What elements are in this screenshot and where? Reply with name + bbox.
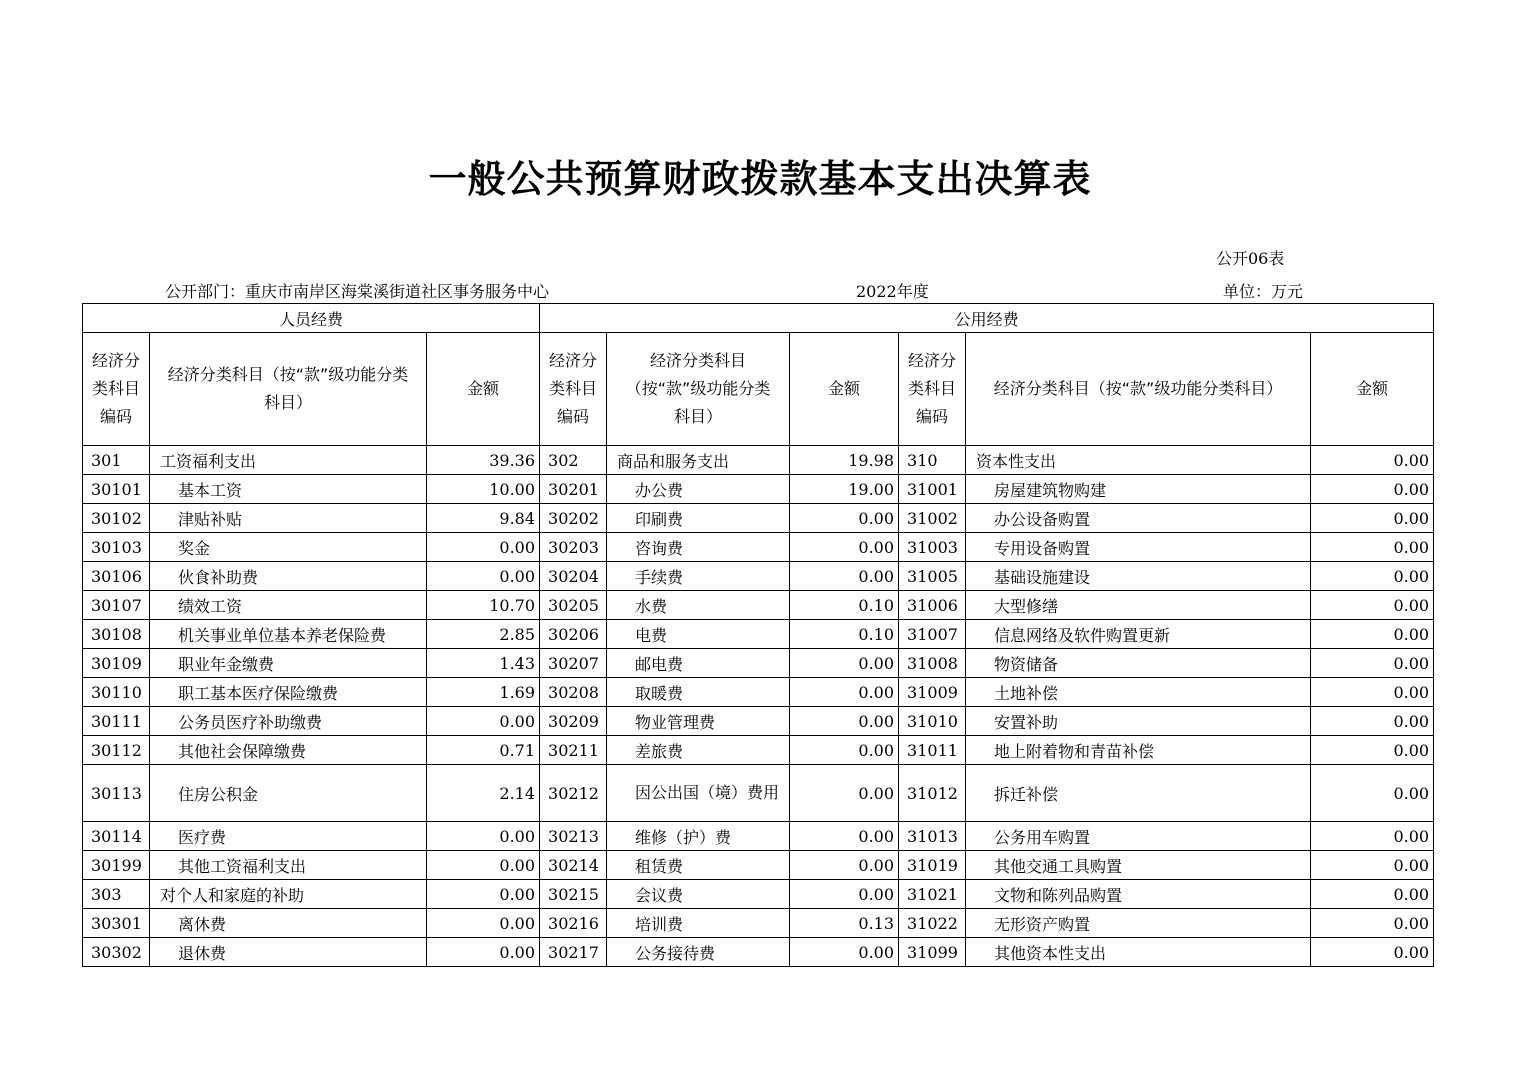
code-cell: 31019 xyxy=(899,851,966,880)
amount-cell: 0.00 xyxy=(790,562,899,591)
item-name-cell: 印刷费 xyxy=(607,504,790,533)
amount-cell: 0.00 xyxy=(1311,765,1434,822)
code-cell: 30205 xyxy=(540,591,607,620)
code-cell: 30112 xyxy=(83,736,150,765)
amount-cell: 0.00 xyxy=(790,504,899,533)
item-name-cell: 其他社会保障缴费 xyxy=(150,736,427,765)
table-row xyxy=(83,707,1434,736)
amount-cell: 2.14 xyxy=(427,765,540,822)
code-cell: 31022 xyxy=(899,909,966,938)
form-number: 公开06表 xyxy=(1216,249,1285,268)
header-amount: 金额 xyxy=(1311,333,1434,446)
code-cell: 31001 xyxy=(899,475,966,504)
item-name-cell: 绩效工资 xyxy=(150,591,427,620)
code-cell: 31009 xyxy=(899,678,966,707)
item-name-cell: 文物和陈列品购置 xyxy=(966,880,1311,909)
code-cell: 31007 xyxy=(899,620,966,649)
amount-cell: 10.00 xyxy=(427,475,540,504)
amount-cell: 9.84 xyxy=(427,504,540,533)
amount-cell: 0.00 xyxy=(790,765,899,822)
amount-cell: 0.00 xyxy=(1311,504,1434,533)
header-amount: 金额 xyxy=(427,333,540,446)
table-row xyxy=(83,475,1434,504)
amount-cell: 0.00 xyxy=(1311,938,1434,967)
expenditure-table xyxy=(82,303,1434,967)
item-name-cell: 物业管理费 xyxy=(607,707,790,736)
item-name-cell: 无形资产购置 xyxy=(966,909,1311,938)
code-cell: 30111 xyxy=(83,707,150,736)
code-cell: 30302 xyxy=(83,938,150,967)
item-name-cell: 工资福利支出 xyxy=(150,446,427,475)
code-cell: 30107 xyxy=(83,591,150,620)
page-title: 一般公共预算财政拨款基本支出决算表 xyxy=(428,156,1092,201)
item-name-cell: 基础设施建设 xyxy=(966,562,1311,591)
code-cell: 30209 xyxy=(540,707,607,736)
item-name-cell: 资本性支出 xyxy=(966,446,1311,475)
code-cell: 303 xyxy=(83,880,150,909)
code-cell: 30208 xyxy=(540,678,607,707)
code-cell: 30109 xyxy=(83,649,150,678)
item-name-cell: 职业年金缴费 xyxy=(150,649,427,678)
code-cell: 30110 xyxy=(83,678,150,707)
amount-cell: 0.00 xyxy=(1311,649,1434,678)
code-cell: 31012 xyxy=(899,765,966,822)
code-cell: 31099 xyxy=(899,938,966,967)
item-name-cell: 安置补助 xyxy=(966,707,1311,736)
item-name-cell: 其他工资福利支出 xyxy=(150,851,427,880)
amount-cell: 0.00 xyxy=(790,649,899,678)
code-cell: 31013 xyxy=(899,822,966,851)
table-row xyxy=(83,591,1434,620)
item-name-cell: 办公设备购置 xyxy=(966,504,1311,533)
code-cell: 301 xyxy=(83,446,150,475)
department-label: 公开部门：重庆市南岸区海棠溪街道社区事务服务中心 xyxy=(165,282,550,301)
amount-cell: 0.00 xyxy=(790,707,899,736)
item-name-cell: 物资储备 xyxy=(966,649,1311,678)
amount-cell: 0.00 xyxy=(1311,736,1434,765)
code-cell: 30301 xyxy=(83,909,150,938)
amount-cell: 0.00 xyxy=(790,938,899,967)
item-name-cell: 机关事业单位基本养老保险费 xyxy=(150,620,427,649)
amount-cell: 0.00 xyxy=(1311,591,1434,620)
code-cell: 30216 xyxy=(540,909,607,938)
item-name-cell: 退休费 xyxy=(150,938,427,967)
amount-cell: 0.00 xyxy=(427,533,540,562)
amount-cell: 0.00 xyxy=(790,736,899,765)
item-name-cell: 因公出国（境）费用 xyxy=(607,765,790,822)
item-name-cell: 地上附着物和青苗补偿 xyxy=(966,736,1311,765)
header-name: 经济分类科目（按“款”级功能分类科目） xyxy=(966,333,1311,446)
amount-cell: 0.00 xyxy=(1311,909,1434,938)
amount-cell: 0.00 xyxy=(790,533,899,562)
amount-cell: 0.00 xyxy=(1311,707,1434,736)
item-name-cell: 会议费 xyxy=(607,880,790,909)
code-cell: 31011 xyxy=(899,736,966,765)
item-name-cell: 公务接待费 xyxy=(607,938,790,967)
code-cell: 31006 xyxy=(899,591,966,620)
amount-cell: 2.85 xyxy=(427,620,540,649)
table-row xyxy=(83,649,1434,678)
amount-cell: 0.00 xyxy=(1311,880,1434,909)
amount-cell: 0.00 xyxy=(790,822,899,851)
item-name-cell: 离休费 xyxy=(150,909,427,938)
item-name-cell: 咨询费 xyxy=(607,533,790,562)
item-name-cell: 差旅费 xyxy=(607,736,790,765)
table-row xyxy=(83,678,1434,707)
table-row xyxy=(83,938,1434,967)
amount-cell: 0.00 xyxy=(1311,533,1434,562)
table-row xyxy=(83,562,1434,591)
item-name-cell: 办公费 xyxy=(607,475,790,504)
amount-cell: 10.70 xyxy=(427,591,540,620)
code-cell: 302 xyxy=(540,446,607,475)
table-row xyxy=(83,909,1434,938)
amount-cell: 0.13 xyxy=(790,909,899,938)
table-row xyxy=(83,851,1434,880)
item-name-cell: 奖金 xyxy=(150,533,427,562)
code-cell: 30204 xyxy=(540,562,607,591)
item-name-cell: 大型修缮 xyxy=(966,591,1311,620)
item-name-cell: 信息网络及软件购置更新 xyxy=(966,620,1311,649)
code-cell: 30207 xyxy=(540,649,607,678)
amount-cell: 0.00 xyxy=(1311,851,1434,880)
item-name-cell: 公务员医疗补助缴费 xyxy=(150,707,427,736)
code-cell: 30102 xyxy=(83,504,150,533)
code-cell: 30106 xyxy=(83,562,150,591)
code-cell: 30113 xyxy=(83,765,150,822)
header-name: 经济分类科目（按“款”级功能分类科目） xyxy=(150,333,427,446)
code-cell: 30217 xyxy=(540,938,607,967)
code-cell: 31002 xyxy=(899,504,966,533)
amount-cell: 39.36 xyxy=(427,446,540,475)
table-row xyxy=(83,880,1434,909)
item-name-cell: 住房公积金 xyxy=(150,765,427,822)
table-row xyxy=(83,446,1434,475)
amount-cell: 0.00 xyxy=(790,880,899,909)
amount-cell: 0.00 xyxy=(427,909,540,938)
item-name-cell: 其他资本性支出 xyxy=(966,938,1311,967)
amount-cell: 0.00 xyxy=(427,880,540,909)
amount-cell: 0.00 xyxy=(790,851,899,880)
item-name-cell: 邮电费 xyxy=(607,649,790,678)
header-amount: 金额 xyxy=(790,333,899,446)
header-name: 经济分类科目（按“款”级功能分类科目） xyxy=(607,333,790,446)
table-row xyxy=(83,822,1434,851)
item-name-cell: 公务用车购置 xyxy=(966,822,1311,851)
code-cell: 30211 xyxy=(540,736,607,765)
amount-cell: 0.00 xyxy=(427,851,540,880)
amount-cell: 0.00 xyxy=(1311,475,1434,504)
code-cell: 31003 xyxy=(899,533,966,562)
code-cell: 30213 xyxy=(540,822,607,851)
code-cell: 30212 xyxy=(540,765,607,822)
item-name-cell: 维修（护）费 xyxy=(607,822,790,851)
amount-cell: 19.00 xyxy=(790,475,899,504)
amount-cell: 0.10 xyxy=(790,591,899,620)
item-name-cell: 取暖费 xyxy=(607,678,790,707)
item-name-cell: 房屋建筑物购建 xyxy=(966,475,1311,504)
item-name-cell: 电费 xyxy=(607,620,790,649)
code-cell: 30108 xyxy=(83,620,150,649)
header-code: 经济分类科目编码 xyxy=(83,333,150,446)
code-cell: 31010 xyxy=(899,707,966,736)
code-cell: 30199 xyxy=(83,851,150,880)
code-cell: 31021 xyxy=(899,880,966,909)
amount-cell: 0.00 xyxy=(1311,620,1434,649)
item-name-cell: 对个人和家庭的补助 xyxy=(150,880,427,909)
table-row xyxy=(83,765,1434,822)
item-name-cell: 土地补偿 xyxy=(966,678,1311,707)
code-cell: 30203 xyxy=(540,533,607,562)
code-cell: 30101 xyxy=(83,475,150,504)
unit-label: 单位：万元 xyxy=(1223,282,1304,301)
item-name-cell: 培训费 xyxy=(607,909,790,938)
amount-cell: 1.43 xyxy=(427,649,540,678)
amount-cell: 0.00 xyxy=(427,707,540,736)
code-cell: 310 xyxy=(899,446,966,475)
table-row xyxy=(83,504,1434,533)
fiscal-year: 2022年度 xyxy=(856,282,929,301)
table-row xyxy=(83,736,1434,765)
amount-cell: 1.69 xyxy=(427,678,540,707)
table-row xyxy=(83,533,1434,562)
item-name-cell: 手续费 xyxy=(607,562,790,591)
amount-cell: 0.10 xyxy=(790,620,899,649)
item-name-cell: 伙食补助费 xyxy=(150,562,427,591)
amount-cell: 0.00 xyxy=(1311,822,1434,851)
item-name-cell: 水费 xyxy=(607,591,790,620)
header-code: 经济分类科目编码 xyxy=(540,333,607,446)
code-cell: 30214 xyxy=(540,851,607,880)
item-name-cell: 其他交通工具购置 xyxy=(966,851,1311,880)
amount-cell: 0.00 xyxy=(1311,446,1434,475)
item-name-cell: 拆迁补偿 xyxy=(966,765,1311,822)
item-name-cell: 职工基本医疗保险缴费 xyxy=(150,678,427,707)
item-name-cell: 专用设备购置 xyxy=(966,533,1311,562)
header-code: 经济分类科目编码 xyxy=(899,333,966,446)
amount-cell: 0.00 xyxy=(427,822,540,851)
amount-cell: 0.00 xyxy=(1311,678,1434,707)
code-cell: 31008 xyxy=(899,649,966,678)
item-name-cell: 医疗费 xyxy=(150,822,427,851)
code-cell: 30201 xyxy=(540,475,607,504)
code-cell: 31005 xyxy=(899,562,966,591)
item-name-cell: 租赁费 xyxy=(607,851,790,880)
amount-cell: 0.00 xyxy=(790,678,899,707)
item-name-cell: 商品和服务支出 xyxy=(607,446,790,475)
amount-cell: 0.00 xyxy=(427,938,540,967)
amount-cell: 0.00 xyxy=(1311,562,1434,591)
table-row xyxy=(83,620,1434,649)
item-name-cell: 津贴补贴 xyxy=(150,504,427,533)
group-personnel: 人员经费 xyxy=(83,304,540,333)
item-name-cell: 基本工资 xyxy=(150,475,427,504)
amount-cell: 0.00 xyxy=(427,562,540,591)
amount-cell: 0.71 xyxy=(427,736,540,765)
group-public: 公用经费 xyxy=(540,304,1434,333)
code-cell: 30215 xyxy=(540,880,607,909)
amount-cell: 19.98 xyxy=(790,446,899,475)
code-cell: 30206 xyxy=(540,620,607,649)
code-cell: 30114 xyxy=(83,822,150,851)
code-cell: 30103 xyxy=(83,533,150,562)
code-cell: 30202 xyxy=(540,504,607,533)
